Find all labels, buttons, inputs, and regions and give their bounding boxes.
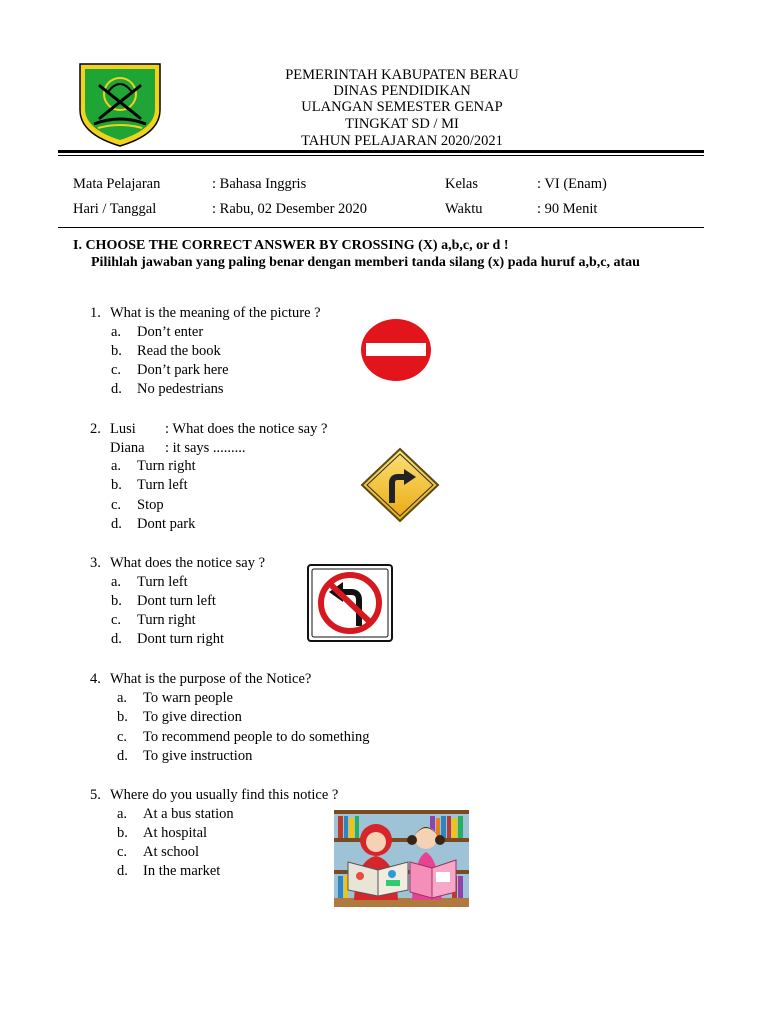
- option-d[interactable]: [117, 748, 252, 765]
- dialogue-speaker: Diana: [110, 440, 145, 456]
- info-divider: [58, 227, 704, 228]
- option-letter: b.: [111, 343, 122, 359]
- option-text: Turn left: [137, 477, 188, 493]
- option-a[interactable]: [117, 690, 233, 707]
- option-b[interactable]: [111, 593, 216, 610]
- header-line-department: DINAS PENDIDIKAN: [333, 83, 471, 99]
- option-d[interactable]: [111, 631, 224, 648]
- option-text: To give direction: [143, 709, 242, 725]
- children-reading-illustration: [334, 810, 469, 907]
- option-letter: b.: [111, 477, 122, 493]
- question-number: 5.: [90, 787, 101, 803]
- option-a[interactable]: [117, 806, 234, 823]
- option-c[interactable]: [117, 729, 370, 746]
- option-letter: d.: [111, 381, 122, 397]
- option-text: To give instruction: [143, 748, 253, 764]
- regency-emblem-logo: [78, 62, 162, 148]
- class-value: : VI (Enam): [537, 176, 607, 192]
- question-prompt: Where do you usually find this notice ?: [110, 787, 339, 803]
- option-c[interactable]: [111, 612, 196, 629]
- option-letter: c.: [111, 362, 122, 378]
- option-letter: b.: [117, 825, 128, 841]
- option-letter: d.: [111, 516, 122, 532]
- section-instruction: Pilihlah jawaban yang paling benar dengan memberi tanda silang (x) pada huruf a,b,c, atau: [91, 255, 640, 270]
- option-letter: b.: [117, 709, 128, 725]
- question-number: 2.: [90, 421, 101, 437]
- header-line-year: TAHUN PELAJARAN 2020/2021: [301, 133, 503, 149]
- option-c[interactable]: [117, 844, 199, 861]
- time-label: Waktu: [445, 201, 483, 217]
- option-letter: b.: [111, 593, 122, 609]
- option-b[interactable]: [111, 343, 221, 360]
- option-text: At school: [143, 844, 199, 860]
- option-text: Dont turn left: [137, 593, 216, 609]
- option-text: No pedestrians: [137, 381, 224, 397]
- option-letter: c.: [117, 844, 128, 860]
- subject-value: : Bahasa Inggris: [212, 176, 307, 192]
- option-letter: d.: [111, 631, 122, 647]
- class-label: Kelas: [445, 176, 479, 192]
- option-d[interactable]: [117, 863, 220, 880]
- option-text: To warn people: [143, 690, 233, 706]
- option-text: Stop: [137, 497, 164, 513]
- no-left-turn-sign-icon: [307, 564, 393, 642]
- option-a[interactable]: [111, 458, 196, 475]
- no-entry-sign-icon: [360, 318, 432, 382]
- header-divider-thin: [58, 155, 704, 156]
- question-prompt: What is the meaning of the picture ?: [110, 305, 321, 321]
- option-c[interactable]: [111, 497, 164, 514]
- option-text: Don’t enter: [137, 324, 204, 340]
- option-text: Turn right: [137, 458, 196, 474]
- question-text: [90, 554, 265, 573]
- question-number: 1.: [90, 305, 101, 321]
- header-line-level: TINGKAT SD / MI: [345, 116, 459, 132]
- question-prompt: What is the purpose of the Notice?: [110, 671, 312, 687]
- dialogue-line: : it says .........: [165, 440, 246, 456]
- option-b[interactable]: [117, 709, 242, 726]
- option-text: Turn right: [137, 612, 196, 628]
- option-text: Dont park: [137, 516, 196, 532]
- option-a[interactable]: [111, 574, 188, 591]
- option-text: At a bus station: [143, 806, 234, 822]
- dialogue-speaker: Lusi: [110, 421, 136, 437]
- header-line-exam: ULANGAN SEMESTER GENAP: [301, 99, 503, 115]
- option-letter: c.: [117, 729, 128, 745]
- dialogue-line: : What does the notice say ?: [165, 421, 328, 437]
- option-letter: d.: [117, 748, 128, 764]
- option-letter: d.: [117, 863, 128, 879]
- turn-right-warning-sign-icon: [360, 447, 440, 523]
- option-d[interactable]: [111, 381, 224, 398]
- option-d[interactable]: [111, 516, 195, 533]
- option-a[interactable]: [111, 324, 203, 341]
- option-text: To recommend people to do something: [143, 729, 370, 745]
- option-b[interactable]: [111, 477, 188, 494]
- question-prompt: What does the notice say ?: [110, 555, 266, 571]
- question-number: 3.: [90, 555, 101, 571]
- header-divider-thick: [58, 150, 704, 153]
- question-text-continued: [110, 439, 246, 458]
- option-letter: c.: [111, 497, 122, 513]
- day-label: Hari / Tanggal: [73, 201, 157, 217]
- day-value: : Rabu, 02 Desember 2020: [212, 201, 368, 217]
- question-text: [90, 304, 321, 323]
- option-letter: a.: [111, 574, 122, 590]
- option-letter: a.: [111, 458, 122, 474]
- option-text: Read the book: [137, 343, 221, 359]
- option-text: In the market: [143, 863, 221, 879]
- section-title: I. CHOOSE THE CORRECT ANSWER BY CROSSING (X) a,b,c, or d !: [73, 238, 509, 253]
- question-text: [90, 420, 327, 439]
- option-letter: c.: [111, 612, 122, 628]
- time-value: : 90 Menit: [537, 201, 598, 217]
- option-text: Don’t park here: [137, 362, 229, 378]
- option-text: Dont turn right: [137, 631, 224, 647]
- header-line-government: PEMERINTAH KABUPATEN BERAU: [285, 67, 519, 83]
- option-b[interactable]: [117, 825, 207, 842]
- question-text: [90, 670, 311, 689]
- subject-label: Mata Pelajaran: [73, 176, 161, 192]
- option-letter: a.: [117, 806, 128, 822]
- option-c[interactable]: [111, 362, 229, 379]
- option-letter: a.: [117, 690, 128, 706]
- option-text: Turn left: [137, 574, 188, 590]
- question-number: 4.: [90, 671, 101, 687]
- option-letter: a.: [111, 324, 122, 340]
- option-text: At hospital: [143, 825, 208, 841]
- question-text: [90, 786, 338, 805]
